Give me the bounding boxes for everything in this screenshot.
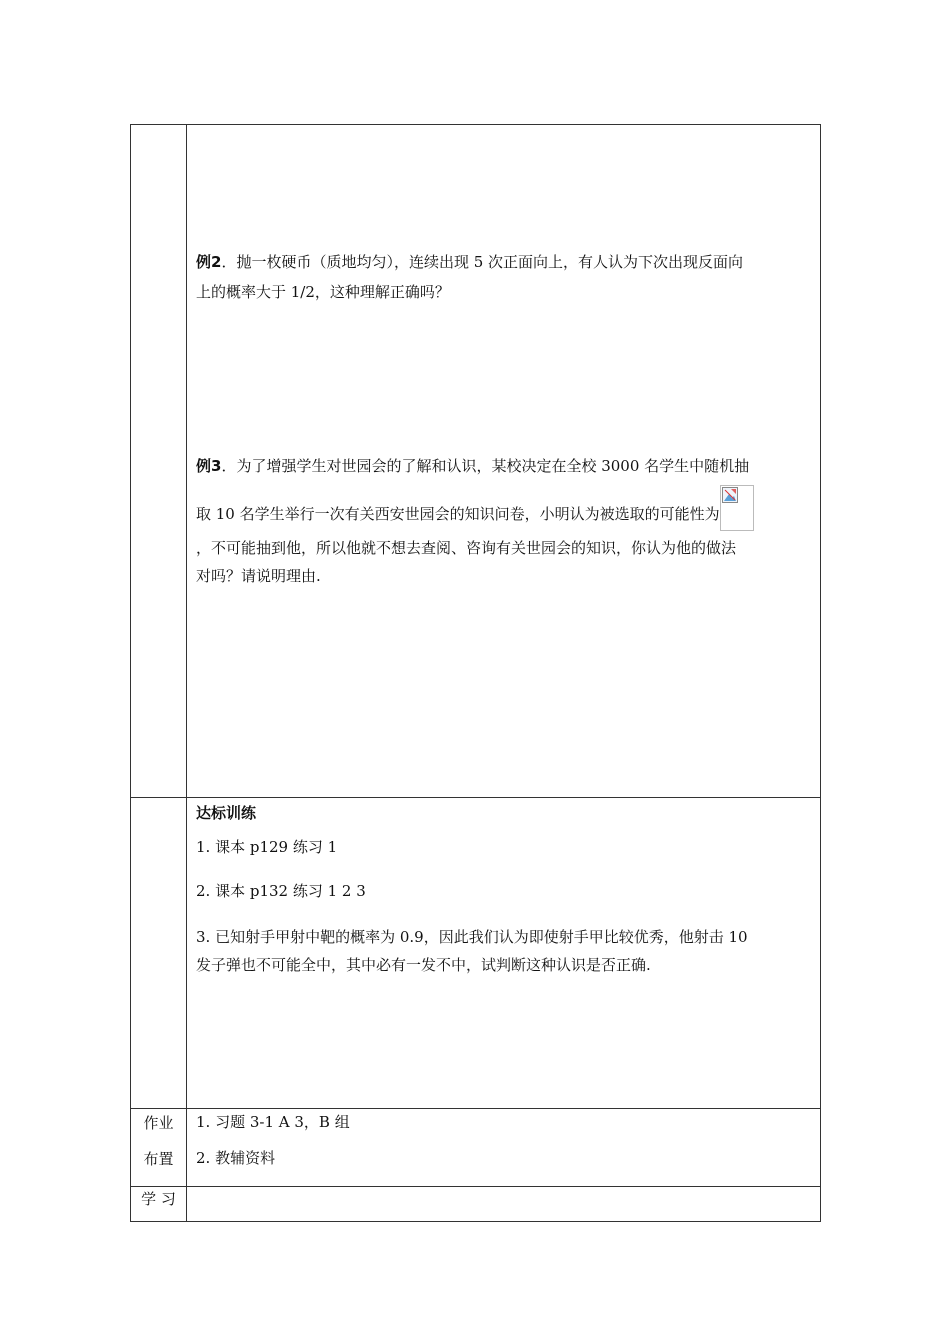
practice-item2: 2. 课本 p132 练习 1 2 3 [196,882,366,900]
study-label-cell [131,1187,187,1222]
homework-label-line1: 作业 [143,1114,174,1132]
example3-line3: ，不可能抽到他，所以他就不想去查阅、咨询有关世园会的知识，你认为他的做法 [196,539,737,557]
practice-item3-line2: 发子弹也不可能全中，其中必有一发不中，试判断这种认识是否正确. [196,956,651,974]
study-label: 学 习 [141,1190,176,1208]
homework-label-line2: 布置 [143,1150,174,1168]
study-row [131,1187,821,1222]
example2-line1 [196,249,820,275]
homework-item1: 1. 习题 3-1 A 3，B 组 [196,1113,350,1131]
examples-left-cell [131,125,187,798]
practice-left-cell [131,798,187,1109]
example3-text1: ．为了增强学生对世园会的了解和认识，某校决定在全校 3000 名学生中随机抽 [221,457,750,475]
practice-title: 达标训练 [196,804,257,822]
example3-line1 [196,453,820,479]
homework-item2: 2. 教辅资料 [196,1149,276,1167]
homework-row [131,1109,821,1187]
example2-number: 2 [211,253,222,271]
example3-text2: 取 10 名学生举行一次有关西安世园会的知识问卷，小明认为被选取的可能性为 [196,505,720,523]
study-cell [187,1187,821,1222]
lesson-table [130,124,821,1222]
example2-line2: 上的概率大于 1/2，这种理解正确吗？ [196,283,450,301]
practice-item3-line1: 3. 已知射手甲射中靶的概率为 0.9，因此我们认为即使射手甲比较优秀，他射击 10 [196,928,748,946]
homework-cell [187,1109,821,1187]
example2-label: 例 [196,253,212,271]
examples-row [131,125,821,798]
examples-cell [187,125,821,798]
practice-cell [187,798,821,1109]
practice-item1: 1. 课本 p129 练习 1 [196,838,338,856]
example3-label: 例 [196,457,212,475]
example3-line2 [196,485,820,531]
example3-number: 3 [211,457,222,475]
example2-text1: ．抛一枚硬币（质地均匀），连续出现 5 次正面向上，有人认为下次出现反面向 [221,253,744,271]
practice-row [131,798,821,1109]
broken-image-icon [720,485,754,531]
example3-line4: 对吗？请说明理由. [196,567,321,585]
homework-label-cell [131,1109,187,1187]
